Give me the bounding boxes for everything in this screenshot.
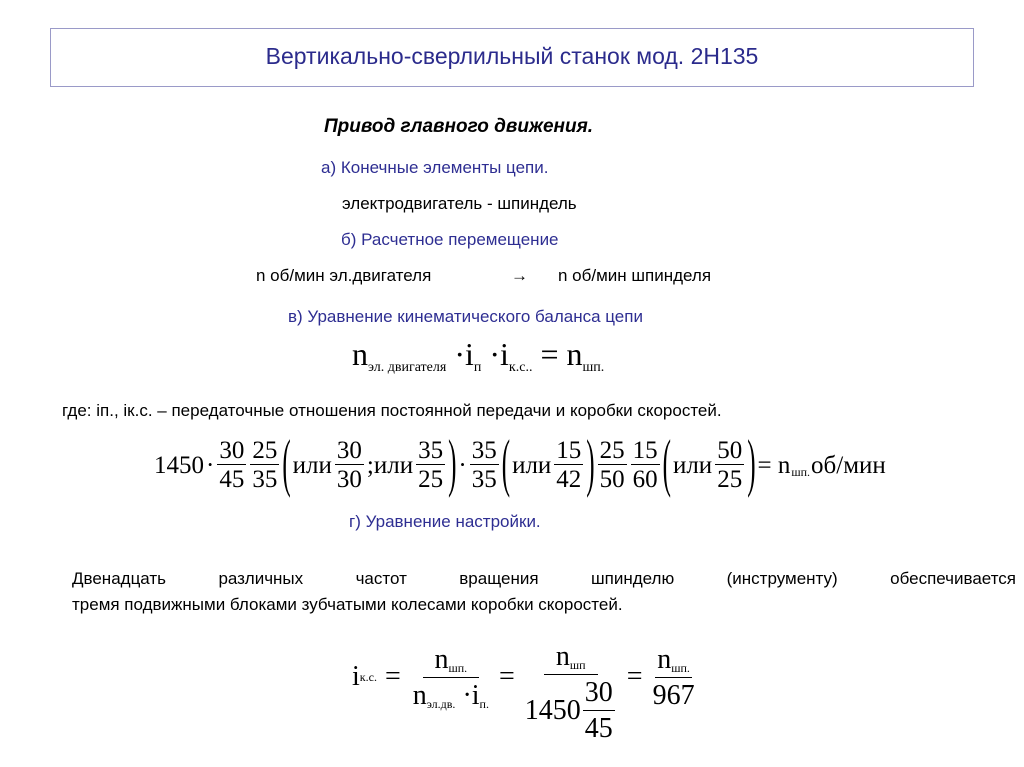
eq1-equals: =: [540, 336, 559, 372]
eq2-subscript: шп.: [791, 465, 811, 479]
eq2-text: об/мин: [811, 452, 886, 479]
eq3-inner-num: 30: [583, 675, 615, 711]
paragraph-line-2: тремя подвижными блоками зубчатыми колесами коробки скоростей.: [72, 595, 623, 614]
section-v-label: в) Уравнение кинематического баланса цепи: [288, 307, 643, 326]
eq2-denominator: 45: [219, 466, 245, 494]
eq2-numerator: 25: [599, 436, 625, 464]
eq1-i: i: [500, 336, 509, 372]
eq2-numerator: 15: [632, 436, 658, 464]
eq3-n: n: [555, 640, 570, 672]
eq3-equals: =: [498, 661, 515, 692]
eq2-numerator: 35: [471, 436, 497, 464]
eq3-n: n: [412, 679, 427, 711]
eq3-n-sub: шп.: [448, 660, 468, 675]
tuning-equation: [352, 622, 699, 744]
eq2-numerator: 30: [219, 436, 245, 464]
eq3-fraction-1: [411, 642, 491, 713]
eq2-text: или: [512, 452, 552, 479]
section-b-label: б) Расчетное перемещение: [341, 230, 559, 249]
eq1-rhs-n: n: [566, 336, 583, 372]
eq2-denominator: 42: [556, 466, 582, 494]
eq2-text: или: [672, 452, 713, 479]
paragraph: [72, 566, 1016, 618]
eq2-fraction: [217, 437, 246, 496]
eq3-den-i-sub: п.: [479, 696, 489, 711]
eq2-text: ·: [458, 452, 467, 479]
eq3-fraction-2: [523, 639, 619, 746]
eq3-n: n: [657, 643, 672, 675]
eq2-denominator: 25: [418, 466, 444, 494]
section-a-text: электродвигатель - шпиндель: [342, 194, 577, 213]
section-heading: Привод главного движения.: [324, 116, 594, 137]
eq2-numerator: 25: [252, 436, 278, 464]
eq2-parenthesis: (: [282, 429, 291, 500]
eq3-dot: ·: [462, 679, 472, 711]
eq2-fraction: [554, 437, 583, 496]
eq2-numerator: 30: [336, 436, 362, 464]
where-text: где: iп., iк.с. – передаточные отношения постоянной передачи и коробки скоростей.: [62, 401, 722, 420]
eq1-rhs-sub: шп.: [582, 360, 605, 375]
eq2-text: 1450: [154, 452, 204, 479]
eq2-fraction: [335, 437, 364, 496]
eq2-parenthesis: ): [448, 429, 457, 500]
eq2-parenthesis: (: [501, 429, 511, 500]
eq1-iks-sub: к.с..: [508, 360, 533, 375]
eq3-equals: =: [626, 661, 643, 692]
slide-title: Вертикально-сверлильный станок мод. 2Н135: [265, 43, 759, 69]
eq2-denominator: 60: [632, 466, 658, 494]
eq3-i: i: [352, 661, 360, 692]
motion-right: n об/мин шпинделя: [558, 266, 712, 285]
eq2-fraction: [470, 437, 499, 496]
section-a-label: а) Конечные элементы цепи.: [321, 158, 549, 177]
eq1-n-sub: эл. двигателя: [368, 360, 447, 375]
gear-chain-equation: [153, 430, 887, 502]
eq2-parenthesis: ): [747, 429, 756, 500]
eq3-inner-den: 45: [584, 712, 613, 744]
eq2-fraction: [715, 437, 744, 496]
eq3-i-sub: к.с.: [359, 669, 377, 684]
balance-equation: [352, 336, 604, 376]
eq2-parenthesis: ): [586, 429, 595, 500]
eq3-i: i: [471, 679, 480, 711]
eq2-text: = n: [757, 452, 791, 479]
eq3-base: 1450: [524, 694, 581, 726]
eq3-n-sub: шп.: [671, 660, 690, 675]
eq2-fraction: [598, 437, 627, 496]
eq1-ip-sub: п: [473, 360, 482, 375]
eq2-numerator: 50: [717, 436, 743, 464]
eq3-den: 967: [652, 679, 695, 711]
eq2-text: ·: [206, 452, 215, 479]
motion-left: n об/мин эл.двигателя: [256, 266, 432, 285]
eq1-dot: ·: [454, 336, 465, 372]
eq2-text: ;или: [366, 452, 414, 479]
eq1-n: n: [352, 336, 368, 372]
eq2-denominator: 35: [471, 466, 497, 494]
eq3-den-sub: эл.дв.: [426, 696, 456, 711]
eq2-denominator: 30: [336, 466, 362, 494]
eq1-i: i: [464, 336, 474, 372]
eq3-fraction-3: [651, 642, 697, 713]
eq2-denominator: 25: [717, 466, 743, 494]
eq2-parenthesis: (: [662, 429, 671, 500]
eq2-fraction: [250, 437, 279, 496]
eq1-dot: ·: [489, 336, 501, 372]
eq2-denominator: 35: [252, 466, 278, 494]
arrow-icon: →: [511, 266, 528, 285]
eq3-n-sub: шп: [569, 657, 586, 672]
eq2-numerator: 35: [418, 436, 444, 464]
eq3-equals: =: [384, 661, 401, 692]
eq2-numerator: 15: [556, 436, 582, 464]
eq2-text: или: [292, 452, 332, 479]
eq2-fraction: [416, 437, 445, 496]
title-box: [50, 28, 974, 87]
eq2-fraction: [631, 437, 660, 496]
section-g-label: г) Уравнение настройки.: [349, 512, 541, 531]
eq2-denominator: 50: [599, 466, 625, 494]
eq3-n: n: [434, 643, 449, 675]
paragraph-line-1: Двенадцать различных частот вращения шпинделю (инструменту) обеспечивается: [72, 569, 1016, 588]
